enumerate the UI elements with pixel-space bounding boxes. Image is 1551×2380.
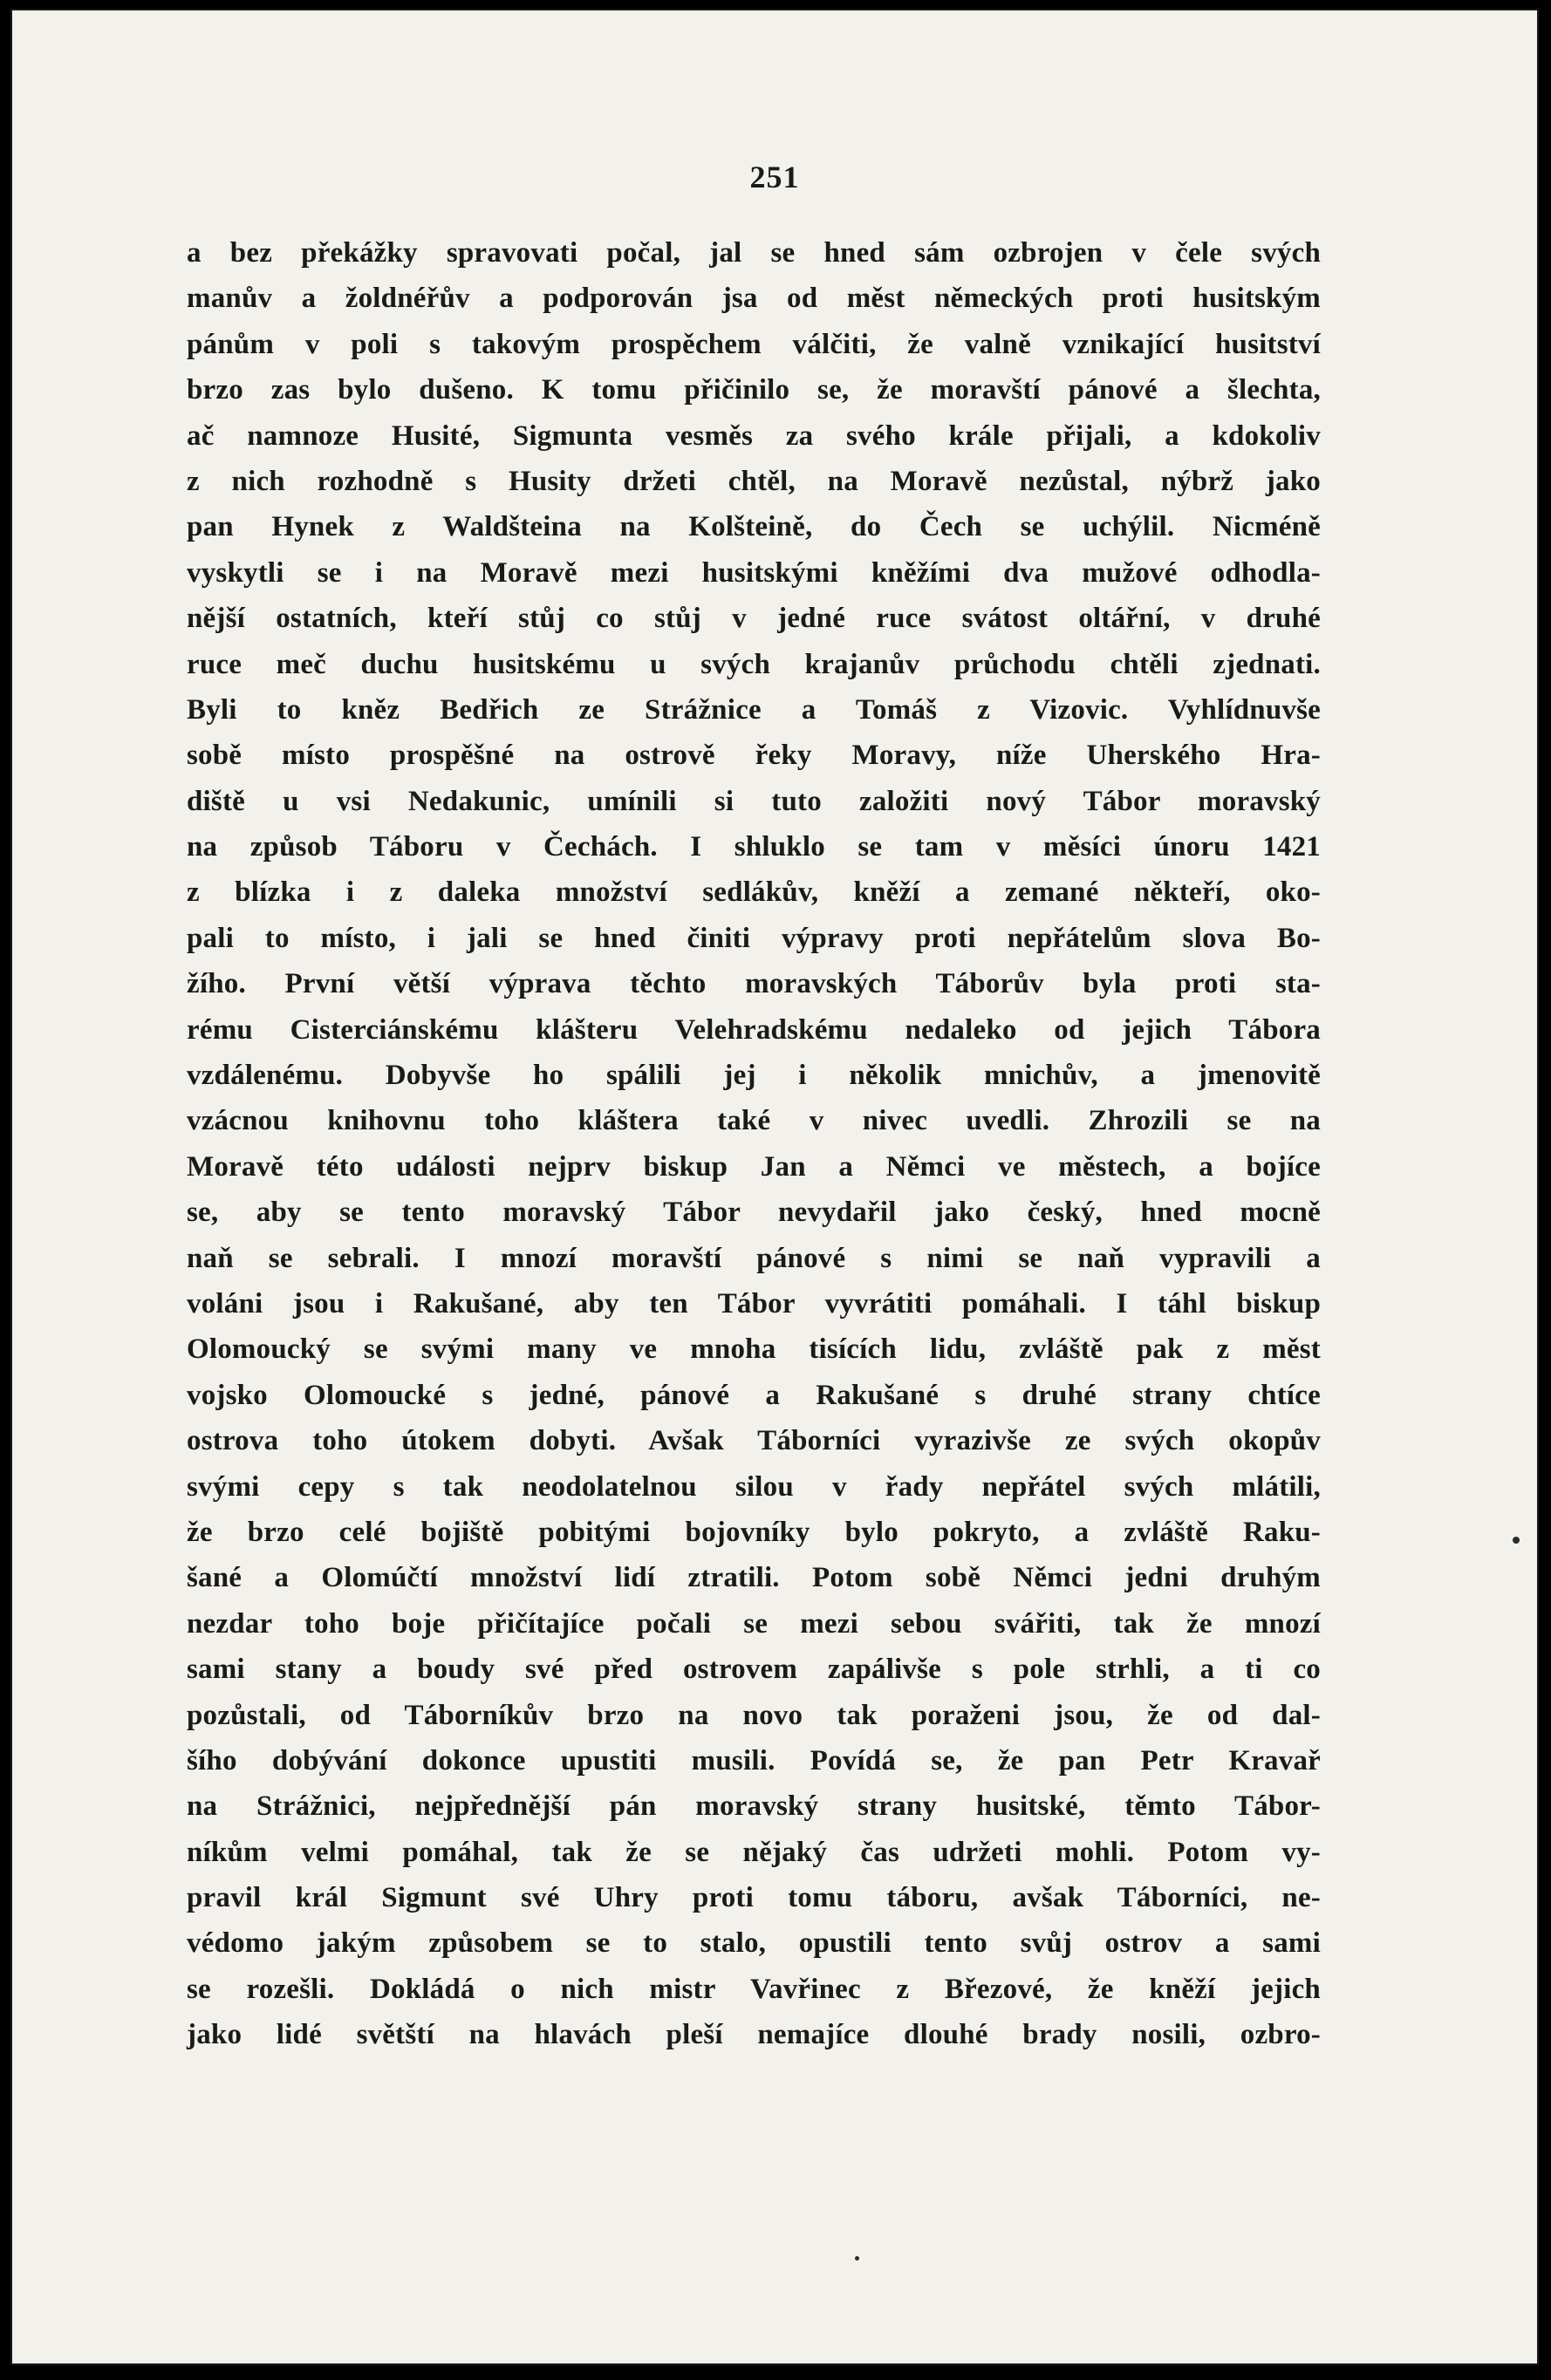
scanned-page [10,9,1539,2365]
text-line: pozůstali, od Táborníkův brzo na novo tak poraženi jsou, že od dal- [187,1699,1321,1731]
text-line: šané a Olomúčtí množství lidí ztratili. Potom sobě Němci jedni druhým [187,1562,1321,1594]
text-line: pali to místo, i jali se hned činiti výpravy proti nepřátelům slova Bo- [187,922,1321,954]
text-line: diště u vsi Nedakunic, umínili si tuto založiti nový Tábor moravský [187,785,1321,817]
text-line: z blízka i z daleka množství sedlákův, kněží a zemané někteří, oko- [187,876,1321,909]
text-line: vzdálenému. Dobyvše ho spálili jej i několik mnichův, a jmenovitě [187,1060,1321,1092]
text-line: že brzo celé bojiště pobitými bojovníky bylo pokryto, a zvláště Raku- [187,1516,1321,1548]
text-line: ostrova toho útokem dobyti. Avšak Táborníci vyrazivše ze svých okopův [187,1425,1321,1457]
text-line: Moravě této události nejprv biskup Jan a Němci ve městech, a bojíce [187,1150,1321,1183]
text-line: se rozešli. Dokládá o nich mistr Vavřinec z Březové, že kněží jejich [187,1973,1321,2005]
scan-speck [855,2256,859,2261]
text-line: šího dobývání dokonce upustiti musili. Povídá se, že pan Petr Kravař [187,1744,1321,1776]
scan-speck [1513,1537,1520,1544]
text-line: naň se sebrali. I mnozí moravští pánové s nimi se naň vypravili a [187,1242,1321,1274]
text-line: sami stany a boudy své před ostrovem zapálivše s pole strhli, a ti co [187,1654,1321,1686]
text-line: na Strážnici, nejpřednější pán moravský strany husitské, těmto Tábor- [187,1790,1321,1823]
text-line: pravil král Sigmunt své Uhry proti tomu táboru, avšak Táborníci, ne- [187,1882,1321,1914]
text-line: nější ostatních, kteří stůj co stůj v jedné ruce svátost oltářní, v druhé [187,603,1321,635]
text-line: védomo jakým způsobem se to stalo, opustili tento svůj ostrov a sami [187,1927,1321,1960]
text-line: na způsob Táboru v Čechách. I shluklo se tam v měsíci únoru 1421 [187,831,1321,863]
text-line: vyskytli se i na Moravě mezi husitskými kněžími dva mužové odhodla- [187,556,1321,589]
text-line: vojsko Olomoucké s jedné, pánové a Rakušané s druhé strany chtíce [187,1379,1321,1411]
text-line: brzo zas bylo dušeno. K tomu přičinilo se, že moravští pánové a šlechta, [187,374,1321,406]
text-line: pan Hynek z Waldšteina na Kolšteině, do Čech se uchýlil. Nicméně [187,511,1321,543]
text-line: se, aby se tento moravský Tábor nevydařil jako český, hned mocně [187,1197,1321,1229]
text-line: sobě místo prospěšné na ostrově řeky Moravy, níže Uherského Hra- [187,740,1321,772]
text-line: jako lidé světští na hlavách pleší nemajíce dlouhé brady nosili, ozbro- [187,2019,1321,2051]
text-line: rému Cisterciánskému klášteru Velehradskému nedaleko od jejich Tábora [187,1013,1321,1046]
text-line: žího. První větší výprava těchto moravských Táborův byla proti sta- [187,968,1321,1000]
text-line: vzácnou knihovnu toho kláštera také v nivec uvedli. Zhrozili se na [187,1105,1321,1137]
text-line: pánům v poli s takovým prospěchem válčiti, že valně vznikající husitství [187,328,1321,360]
text-line: manův a žoldnéřův a podporován jsa od měst německých proti husitským [187,283,1321,315]
text-line: z nich rozhodně s Husity držeti chtěl, na Moravě nezůstal, nýbrž jako [187,465,1321,497]
text-line: voláni jsou i Rakušané, aby ten Tábor vyvrátiti pomáhali. I táhl biskup [187,1287,1321,1320]
text-line: nezdar toho boje přičítajíce počali se mezi sebou svářiti, tak že mnozí [187,1607,1321,1640]
text-line: níkům velmi pomáhal, tak že se nějaký čas udržeti mohli. Potom vy- [187,1836,1321,1868]
body-text [187,230,1321,2058]
text-line: Olomoucký se svými many ve mnoha tisících lidu, zvláště pak z měst [187,1333,1321,1366]
text-line: ač namnoze Husité, Sigmunta vesměs za svého krále přijali, a kdokoliv [187,419,1321,452]
page-number: 251 [749,160,800,194]
text-line: ruce meč duchu husitskému u svých krajanův průchodu chtěli zjednati. [187,648,1321,680]
text-line: svými cepy s tak neodolatelnou silou v řady nepřátel svých mlátili, [187,1470,1321,1503]
text-line: Byli to kněz Bedřich ze Strážnice a Tomáš z Vizovic. Vyhlídnuvše [187,693,1321,726]
text-line: a bez překážky spravovati počal, jal se hned sám ozbrojen v čele svých [187,237,1321,269]
